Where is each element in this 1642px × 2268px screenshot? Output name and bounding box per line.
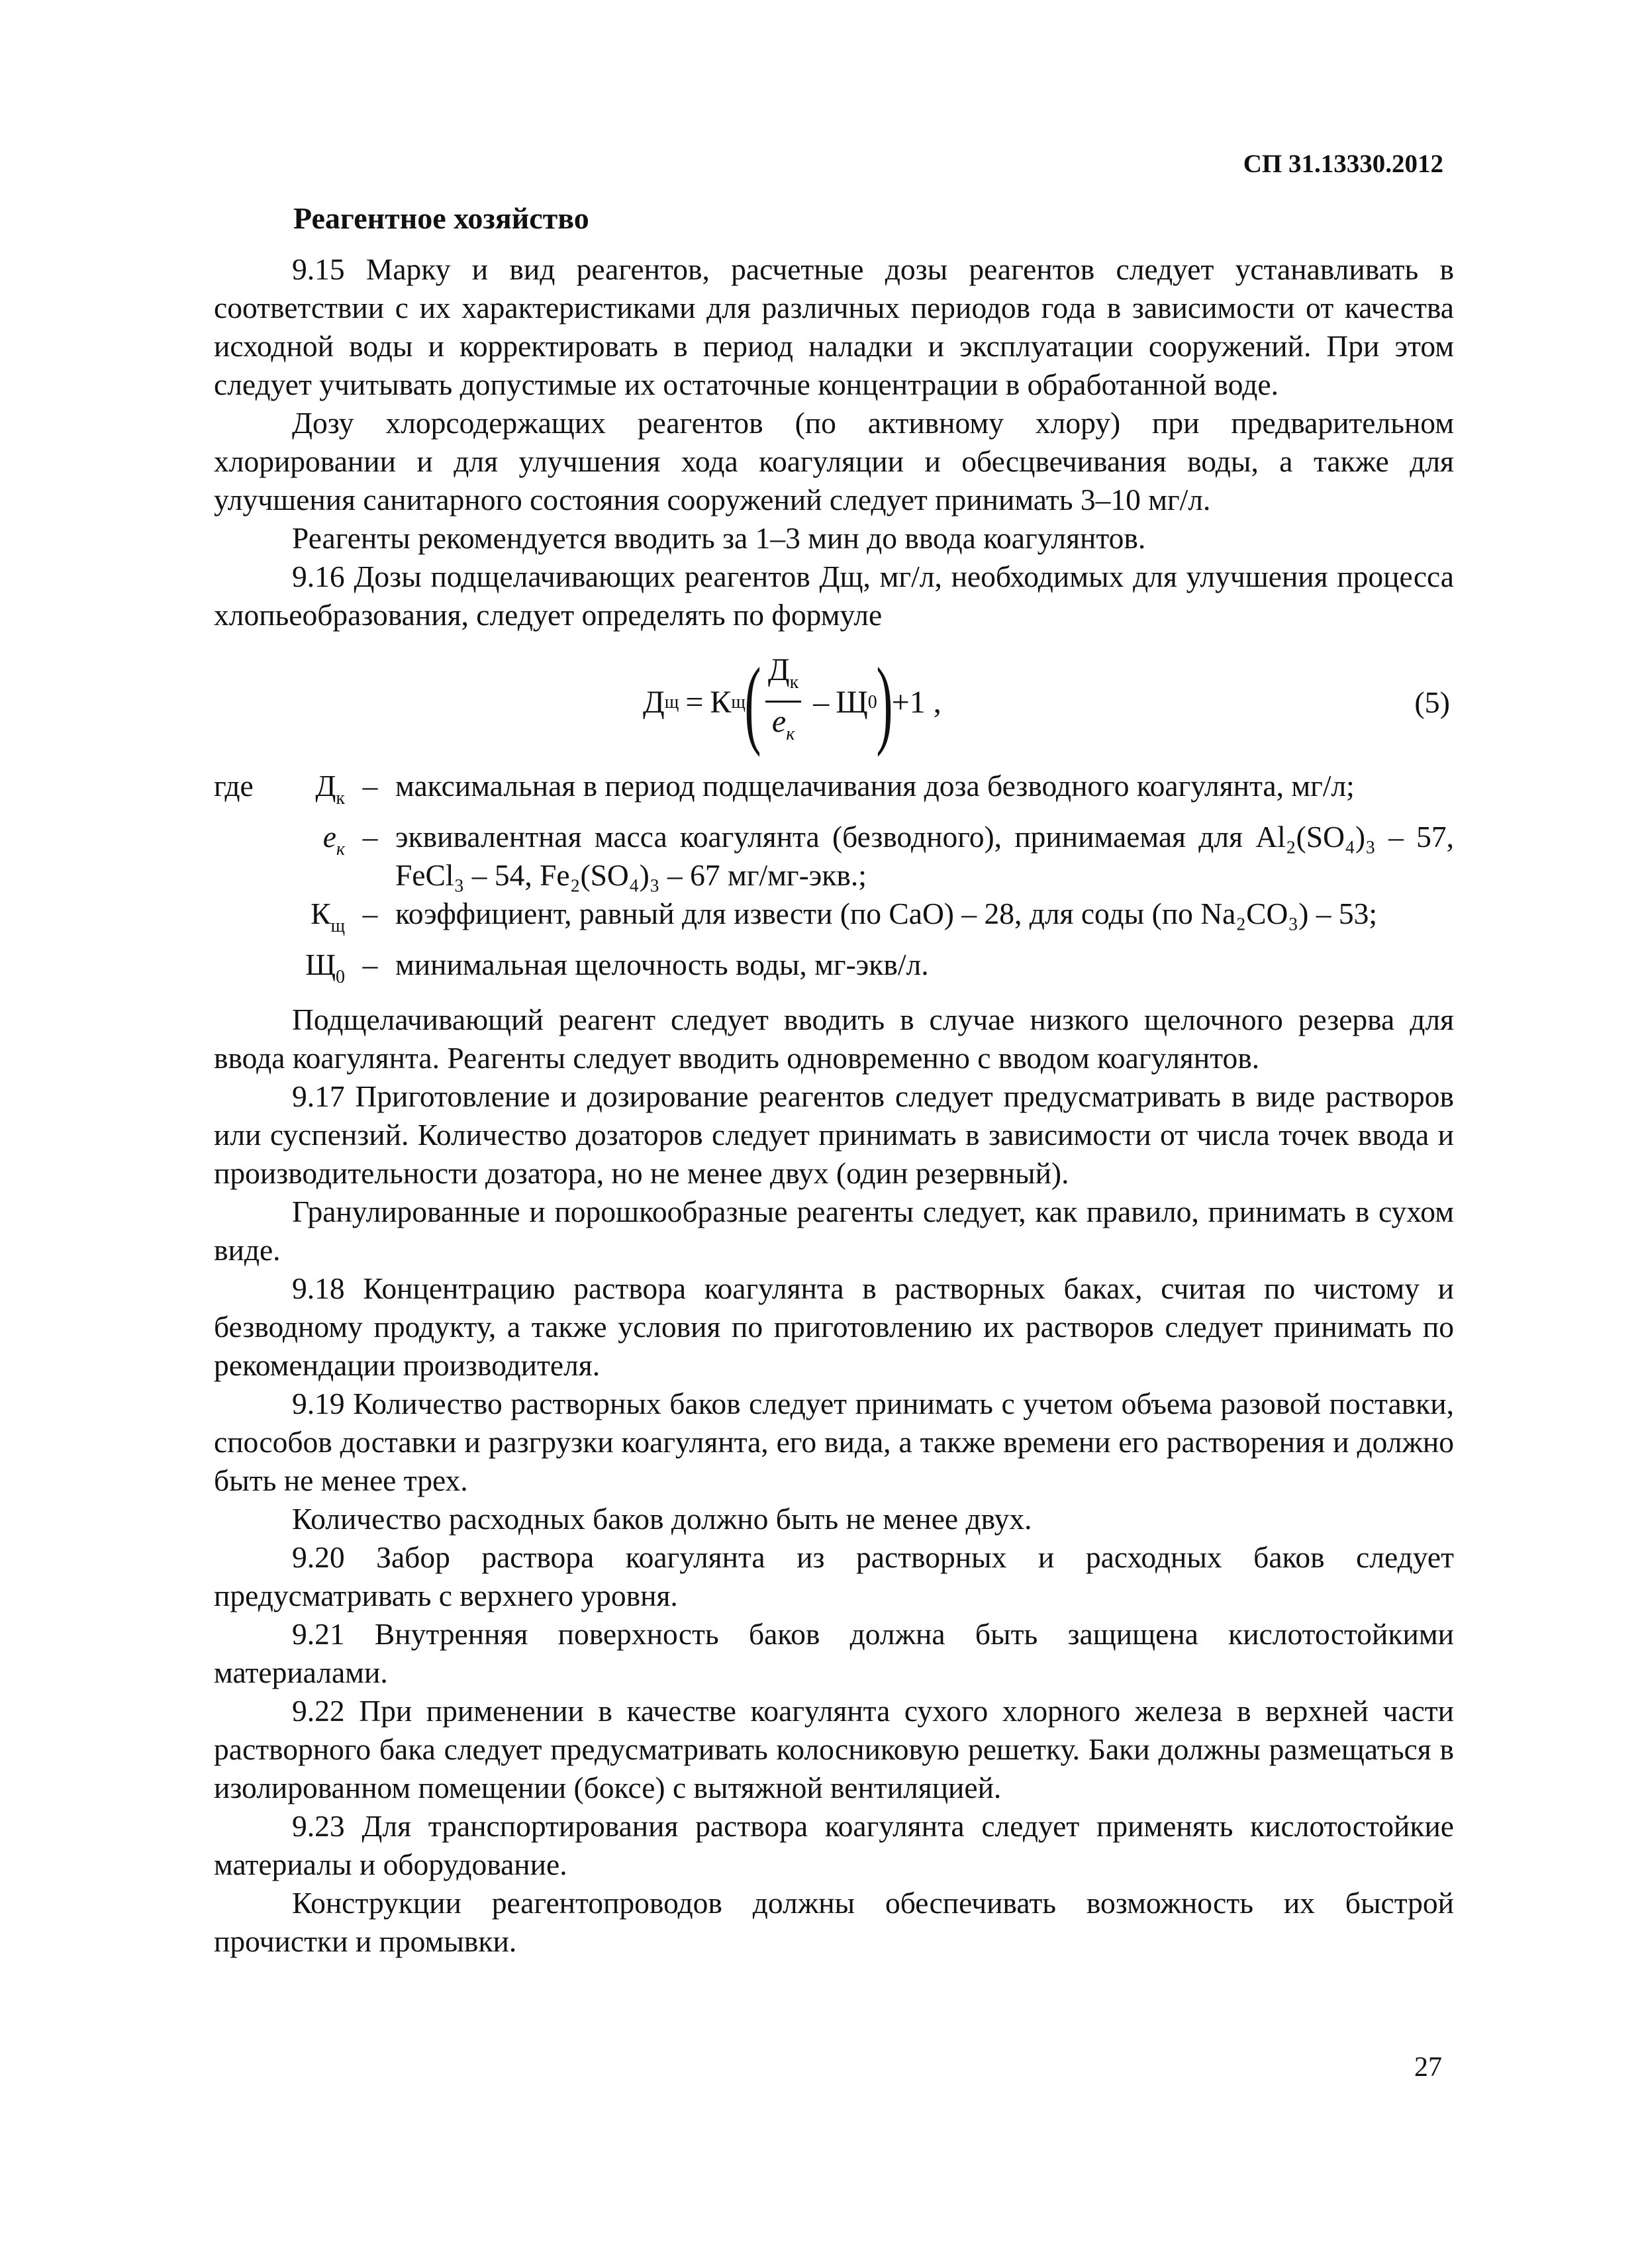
paragraph-9-19: 9.19 Количество растворных баков следует принимать с учетом объема разовой поставки, способов доставки и разгрузки коагулянта, его вида, а также времени его растворения и должно быть не менее трех. bbox=[214, 1387, 1454, 1497]
paragraph-9-22: 9.22 При применении в качестве коагулянта сухого хлорного железа в верхней части растворного бака следует предусматривать колосниковую решетку. Баки должны размещаться в изолированном помещении (боксе) с вытяжной вентиляцией. bbox=[214, 1694, 1454, 1804]
paragraph-chlorine-dose: Дозу хлорсодержащих реагентов (по активному хлору) при предварительном хлорировании и для улучшения хода коагуляции и обесцвечивания воды, а также для улучшения санитарного состояния сооружений следует принимать 3–10 мг/л. bbox=[214, 406, 1454, 517]
formula-tail: +1 , bbox=[891, 685, 942, 720]
paragraph-9-18: 9.18 Концентрацию раствора коагулянта в растворных баках, считая по чистому и безводному продукту, а также условия по приготовлению их растворов следует принимать по рекомендации производителя. bbox=[214, 1271, 1454, 1382]
formula-lhs: Д bbox=[643, 685, 665, 720]
formula-open-paren: ( bbox=[744, 648, 761, 758]
document-id: СП 31.13330.2012 bbox=[1243, 150, 1443, 178]
formula-denominator: $e_к$ bbox=[771, 703, 795, 744]
definition-dash: – bbox=[362, 948, 378, 981]
definition-text: эквивалентная масса коагулянта (безводного), принимаемая для Al₂(SO₄)₃ – 57, FeCl₃ – 54, Fe₂(SO₄)₃ – 67 мг/мг-экв.; bbox=[395, 820, 1454, 892]
definition-row bbox=[214, 946, 1454, 997]
definition-symbol: $Д_к$ bbox=[315, 769, 345, 809]
formula-fraction bbox=[765, 652, 801, 754]
paragraph-granulated-reagents: Гранулированные и порошкообразные реагенты следует, как правило, принимать в сухом виде. bbox=[214, 1195, 1454, 1267]
definition-text: максимальная в период подщелачивания доза безводного коагулянта, мг/л; bbox=[395, 769, 1355, 803]
definition-text: минимальная щелочность воды, мг-экв/л. bbox=[395, 948, 929, 981]
formula-lhs-sub: щ bbox=[664, 692, 679, 713]
paragraph-9-21: 9.21 Внутренняя поверхность баков должна быть защищена кислотостойкими материалами. bbox=[214, 1617, 1454, 1689]
definition-dash: – bbox=[362, 897, 378, 930]
definition-row bbox=[214, 767, 1454, 818]
paragraph-9-16: 9.16 Дозы подщелачивающих реагентов Дщ, мг/л, необходимых для улучшения процесса хлопьеобразования, следует определять по формуле bbox=[214, 560, 1454, 632]
paragraph-reagent-timing: Реагенты рекомендуется вводить за 1–3 мин до ввода коагулянтов. bbox=[292, 521, 1146, 555]
formula-shch: Щ bbox=[836, 685, 868, 720]
definition-text: коэффициент, равный для извести (по CaO) – 28, для соды (по Na₂CO₃) – 53; bbox=[395, 897, 1377, 930]
formula-expression bbox=[643, 648, 942, 758]
formula-5 bbox=[214, 648, 1454, 758]
paragraph-9-15: 9.15 Марку и вид реагентов, расчетные дозы реагентов следует устанавливать в соответствии с их характеристиками для различных периодов года в зависимости от качества исходной воды и корректировать в период наладки и эксплуатации сооружений. При этом следует учитывать допустимые их остаточные концентрации в обработанной воде. bbox=[214, 252, 1454, 401]
formula-k: К bbox=[710, 685, 732, 720]
formula-minus: – bbox=[813, 685, 830, 720]
section-title: Реагентное хозяйство bbox=[293, 201, 589, 235]
paragraph-9-23: 9.23 Для транспортирования раствора коагулянта следует применять кислотостойкие материалы и оборудование. bbox=[214, 1809, 1454, 1881]
definitions-lead: где bbox=[214, 769, 254, 803]
definitions-list bbox=[214, 767, 1454, 997]
formula-k-sub: щ bbox=[731, 692, 746, 713]
formula-numerator: $Д_к$ bbox=[765, 652, 801, 703]
definition-row bbox=[214, 818, 1454, 895]
formula-equals: = bbox=[685, 685, 704, 720]
formula-close-paren: ) bbox=[876, 648, 893, 758]
formula-number: (5) bbox=[1414, 685, 1450, 719]
paragraph-9-17: 9.17 Приготовление и дозирование реагентов следует предусматривать в виде растворов или суспензий. Количество дозаторов следует принимать в зависимости от числа точек ввода и производительности дозатора, но не менее двух (один резервный). bbox=[214, 1079, 1454, 1190]
body-text bbox=[214, 250, 1454, 1961]
definition-dash: – bbox=[362, 769, 378, 803]
definition-symbol: $К_щ$ bbox=[311, 897, 345, 936]
paragraph-pipelines: Конструкции реагентопроводов должны обеспечивать возможность их быстрой прочистки и промывки. bbox=[214, 1886, 1454, 1958]
formula-shch-sub: 0 bbox=[867, 692, 877, 713]
paragraph-supply-tanks: Количество расходных баков должно быть не менее двух. bbox=[292, 1502, 1032, 1536]
definition-symbol: $e_к$ bbox=[322, 820, 345, 860]
paragraph-alkali-reserve: Подщелачивающий реагент следует вводить в случае низкого щелочного резерва для ввода коагулянта. Реагенты следует вводить одновременно с вводом коагулянтов. bbox=[214, 1003, 1454, 1075]
definition-symbol: $Щ_0$ bbox=[305, 948, 345, 987]
paragraph-9-20: 9.20 Забор раствора коагулянта из растворных и расходных баков следует предусматривать с верхнего уровня. bbox=[214, 1540, 1454, 1612]
page-number: 27 bbox=[1414, 2052, 1442, 2083]
definition-dash: – bbox=[362, 820, 378, 854]
definition-row bbox=[214, 895, 1454, 946]
